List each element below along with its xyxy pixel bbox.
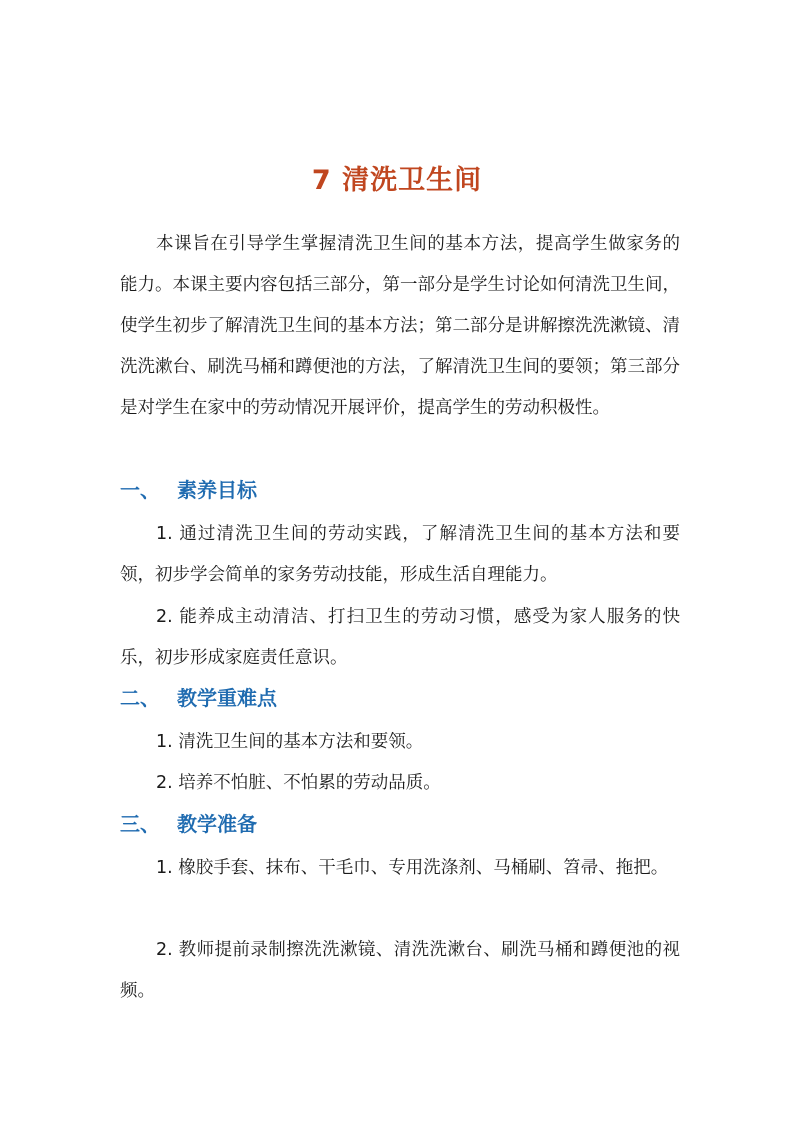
section-heading-3 <box>120 808 257 837</box>
section-title: 素养目标 <box>177 478 257 502</box>
section-title: 教学重难点 <box>177 686 277 710</box>
page-title: 7 清洗卫生间 <box>311 165 483 197</box>
list-item: 1. 清洗卫生间的基本方法和要领。 <box>156 732 424 752</box>
list-item: 2. 能养成主动清洁、打扫卫生的劳动习惯，感受为家人服务的快乐，初步形成家庭责任意识。 <box>120 607 680 668</box>
list-item: 2. 教师提前录制擦洗洗漱镜、清洗洗漱台、刷洗马桶和蹲便池的视频。 <box>120 940 680 1001</box>
list-item: 1. 橡胶手套、抹布、干毛巾、专用洗涤剂、马桶刷、笤帚、拖把。 <box>156 858 669 878</box>
section-number: 一、 <box>120 478 160 502</box>
list-item: 2. 培养不怕脏、不怕累的劳动品质。 <box>156 773 441 793</box>
intro-paragraph: 本课旨在引导学生掌握清洗卫生间的基本方法，提高学生做家务的能力。本课主要内容包括三部分，第一部分是学生讨论如何清洗卫生间，使学生初步了解清洗卫生间的基本方法；第二部分是讲解擦洗洗漱镜、清洗洗漱台、刷洗马桶和蹲便池的方法，了解清洗卫生间的要领；第三部分是对学生在家中的劳动情况开展评价，提高学生的劳动积极性。 <box>120 234 680 418</box>
section-number: 二、 <box>120 686 160 710</box>
section-title: 教学准备 <box>177 812 257 836</box>
section-heading-1 <box>120 474 257 503</box>
list-item: 1. 通过清洗卫生间的劳动实践，了解清洗卫生间的基本方法和要领，初步学会简单的家务劳动技能，形成生活自理能力。 <box>120 524 680 585</box>
section-heading-2 <box>120 682 277 711</box>
section-number: 三、 <box>120 812 160 836</box>
